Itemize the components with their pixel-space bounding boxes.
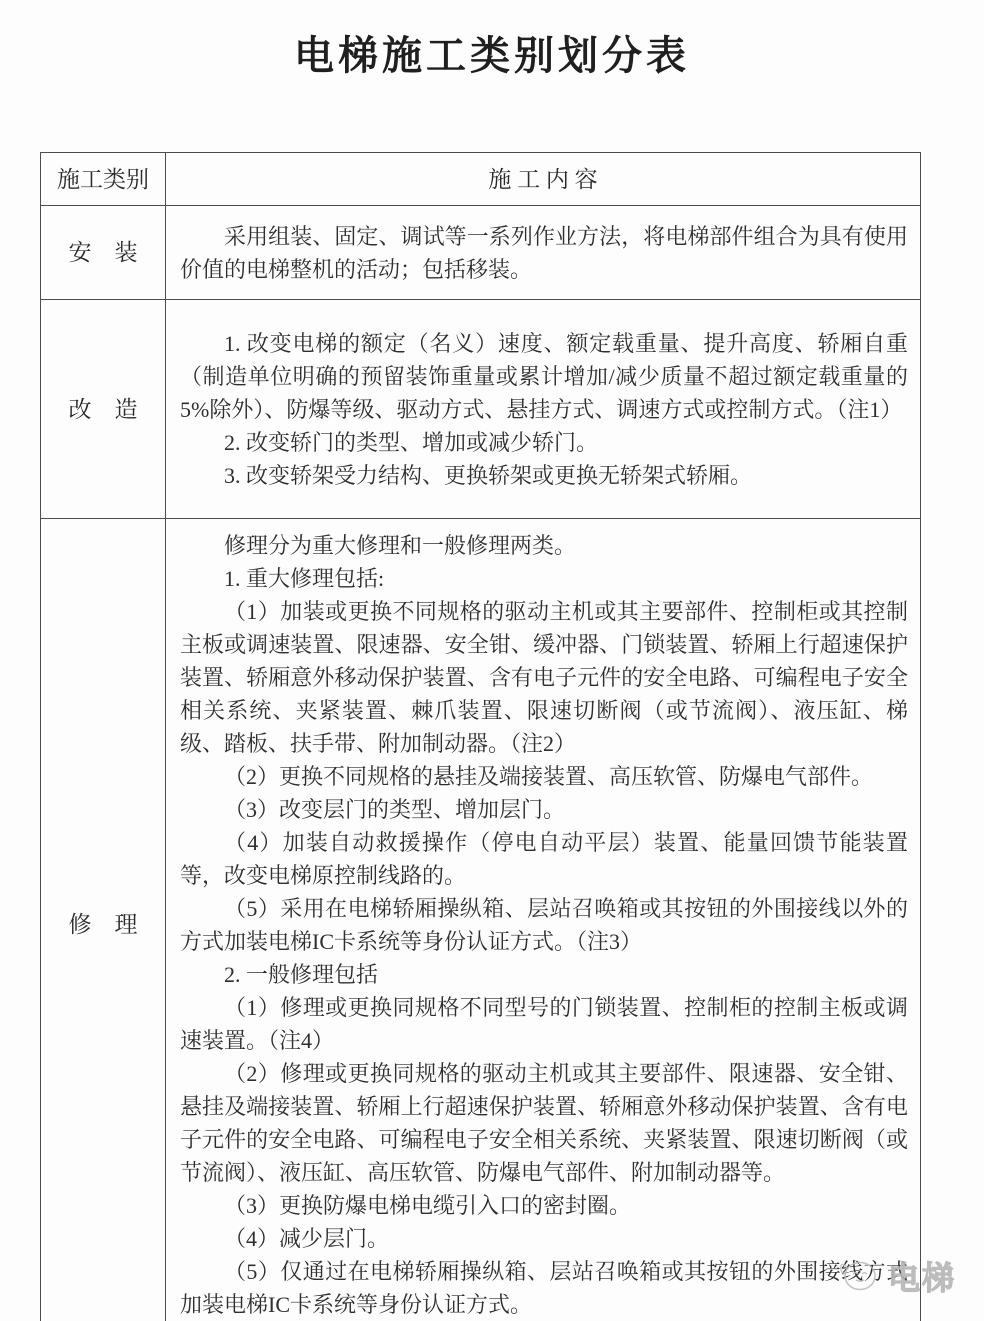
header-category: 施工类别: [41, 153, 166, 206]
paragraph: （1）修理或更换同规格不同型号的门锁装置、控制柜的控制主板或调速装置。（注4）: [180, 994, 908, 1053]
category-cell: 安 装: [41, 206, 166, 300]
content-cell: [166, 206, 921, 300]
table-header-row: [41, 153, 921, 206]
paragraph: （3）更换防爆电梯电缆引入口的密封圈。: [224, 1192, 632, 1218]
paragraph: （4）减少层门。: [224, 1225, 390, 1251]
category-cell: 改 造: [41, 300, 166, 519]
table-row: [41, 519, 921, 1321]
paragraph: （2）修理或更换同规格的驱动主机或其主要部件、限速器、安全钳、悬挂及端接装置、轿厢上行超速保护装置、轿厢意外移动保护装置、含有电子元件的安全电路、可编程电子安全相关系统、夹紧装置、限速切断阀（或节流阀）、液压缸、高压软管、防爆电气部件、附加制动器等。: [180, 1060, 908, 1185]
paragraph: 1. 改变电梯的额定（名义）速度、额定载重量、提升高度、轿厢自重（制造单位明确的预留装饰重量或累计增加/减少质量不超过额定载重量的5%除外）、防爆等级、驱动方式、悬挂方式、调速方式或控制方式。（注1）: [180, 330, 908, 422]
watermark-label: 电梯: [887, 1259, 956, 1296]
content-cell: [166, 300, 921, 519]
watermark: [836, 1252, 956, 1299]
paragraph: 3. 改变轿架受力结构、更换轿架或更换无轿架式轿厢。: [224, 462, 753, 488]
elevator-mascot-icon: [836, 1252, 882, 1299]
paragraph: 修理分为重大修理和一般修理两类。: [224, 532, 577, 558]
paragraph: （5）采用在电梯轿厢操纵箱、层站召唤箱或其按钮的外围接线以外的方式加装电梯IC卡系统等身份认证方式。（注3）: [180, 895, 908, 954]
header-content: 施 工 内 容: [166, 153, 921, 206]
page-title: 电梯施工类别划分表: [294, 33, 690, 78]
paragraph: （2）更换不同规格的悬挂及端接装置、高压软管、防爆电气部件。: [224, 763, 874, 789]
paragraph: （5）仅通过在电梯轿厢操纵箱、层站召唤箱或其按钮的外围接线方式加装电梯IC卡系统等身份认证方式。: [180, 1258, 908, 1317]
category-cell: 修 理: [41, 519, 166, 1321]
classification-table: [40, 152, 921, 1321]
paragraph: （4）加装自动救援操作（停电自动平层）装置、能量回馈节能装置等，改变电梯原控制线路的。: [180, 829, 908, 888]
content-cell: [166, 519, 921, 1321]
paragraph: 采用组装、固定、调试等一系列作业方法，将电梯部件组合为具有使用价值的电梯整机的活动；包括移装。: [180, 223, 908, 282]
paragraph: （3）改变层门的类型、增加层门。: [224, 796, 566, 822]
paragraph: 2. 一般修理包括: [224, 961, 379, 987]
table-body: [41, 206, 921, 1321]
table-row: [41, 300, 921, 519]
table-row: [41, 206, 921, 300]
paragraph: （1）加装或更换不同规格的驱动主机或其主要部件、控制柜或其控制主板或调速装置、限速器、安全钳、缓冲器、门锁装置、轿厢上行超速保护装置、轿厢意外移动保护装置、含有电子元件的安全电路、可编程电子安全相关系统、夹紧装置、棘爪装置、限速切断阀（或节流阀）、液压缸、梯级、踏板、扶手带、附加制动器。（注2）: [180, 598, 908, 756]
paragraph: 1. 重大修理包括:: [224, 565, 385, 591]
paragraph: 2. 改变轿门的类型、增加或减少轿门。: [224, 429, 599, 455]
